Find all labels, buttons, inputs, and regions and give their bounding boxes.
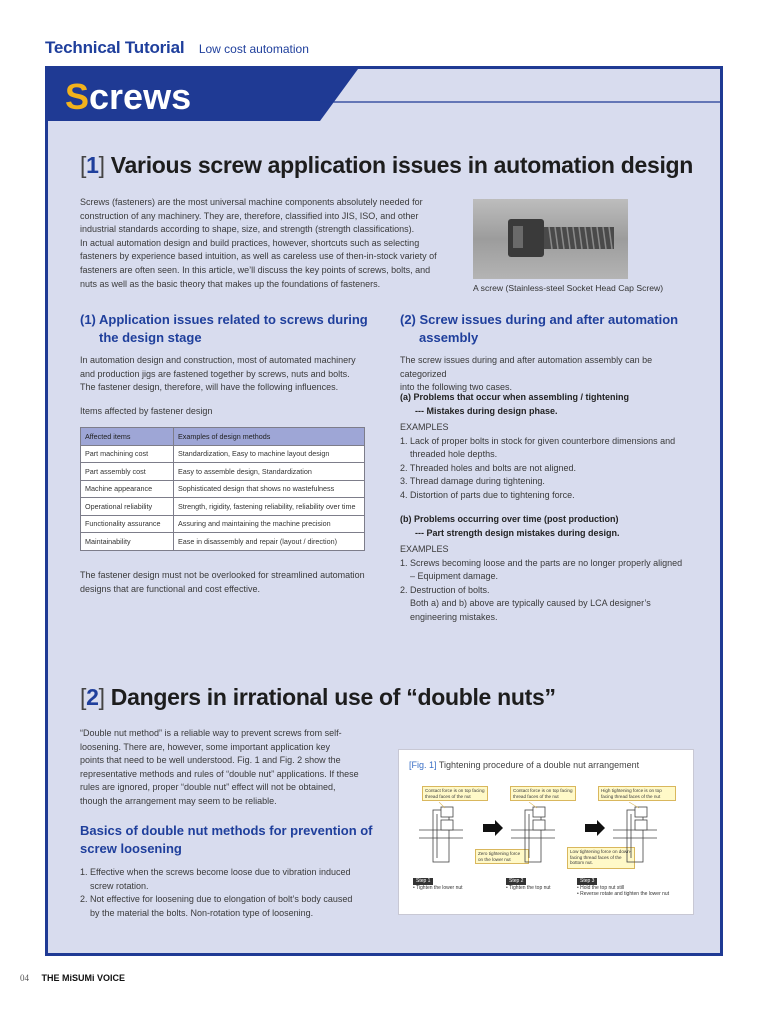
bracket-open: [ xyxy=(80,684,87,710)
list-item: 2. Threaded holes and bolts are not aligned. xyxy=(400,462,576,473)
bracket-open: [ xyxy=(80,152,87,178)
list-item: 2. Not effective for loosening due to elongation of bolt’s body caused xyxy=(80,894,353,905)
list-item: Both a) and b) above are typically caused by LCA designer’s xyxy=(410,598,651,609)
body-line: and production jigs are fastened together by screws, nuts and bolts. xyxy=(80,368,350,379)
section1-intro xyxy=(80,196,460,291)
part2-heading-line: (2) Screw issues during and after automation xyxy=(400,312,679,327)
subheading-line: screw loosening xyxy=(80,841,182,856)
double-nut-basics-heading xyxy=(80,822,380,858)
screw-image xyxy=(473,199,628,279)
intro-line: industrial standards according to shape, size, and strength (strength classifications). xyxy=(80,224,415,235)
part1-heading-line: the design stage xyxy=(99,330,202,345)
part1-closing xyxy=(80,569,390,596)
page-header xyxy=(45,38,309,58)
table-cell: Strength, rigidity, fastening reliability, reliability over time xyxy=(174,498,365,516)
magazine-name: THE MiSUMi VOICE xyxy=(41,973,125,983)
list-item: 3. Thread damage during tightening. xyxy=(400,476,545,487)
table-cell: Standardization, Easy to machine layout design xyxy=(174,445,365,463)
part1-heading-line: (1) Application issues related to screws during xyxy=(80,312,368,327)
table-row xyxy=(81,533,365,551)
intro-line: points that need to be well understood. Fig. 1 and Fig. 2 show the xyxy=(80,755,341,766)
table-cell: Assuring and maintaining the machine precision xyxy=(174,515,365,533)
body-line: designs that are functional and cost effective. xyxy=(80,583,260,594)
header-subtitle: Low cost automation xyxy=(198,42,309,56)
case-b-line: --- Part strength design mistakes during design. xyxy=(415,527,620,538)
section1-title: Various screw application issues in automation design xyxy=(104,152,694,178)
table-row xyxy=(81,480,365,498)
list-item: 1. Screws becoming loose and the parts are no longer properly aligned xyxy=(400,557,683,568)
list-item: 2. Destruction of bolts. xyxy=(400,584,490,595)
list-item: screw rotation. xyxy=(90,880,149,891)
step-1 xyxy=(413,878,463,891)
case-a-examples xyxy=(400,421,700,503)
banner-title-rest: crews xyxy=(89,76,192,117)
case-a-line: (a) Problems that occur when assembling / tightening xyxy=(400,392,630,402)
step-note: • Reverse rotate and tighten the lower nut xyxy=(577,891,670,897)
table-cell: Functionality assurance xyxy=(81,515,174,533)
arrow-right-icon xyxy=(585,820,605,836)
subheading-line: Basics of double nut methods for prevention of xyxy=(80,823,373,838)
callout: High tightening force is on top facing thread faces of the nut xyxy=(598,786,676,801)
list-item: 1. Lack of proper bolts in stock for given counterbore dimensions and xyxy=(400,435,676,446)
step-label: Step 1 xyxy=(413,878,433,885)
figure-1 xyxy=(398,749,694,915)
table-cell: Sophisticated design that shows no wastefulness xyxy=(174,480,365,498)
table-header-row xyxy=(81,428,365,446)
section2-heading xyxy=(80,684,556,711)
double-nut-diagram xyxy=(399,802,693,872)
list-item: by the material the bolts. Non-rotation type of loosening. xyxy=(90,907,314,918)
body-line: The fastener design must not be overlooked for streamlined automation xyxy=(80,570,365,580)
case-b-heading xyxy=(400,513,620,540)
svg-text:Screws xyxy=(65,76,191,117)
part2-heading-line: assembly xyxy=(419,330,479,345)
table-row xyxy=(81,515,365,533)
banner-initial: S xyxy=(65,76,90,117)
bracket-close: ] xyxy=(98,684,105,710)
body-line: The fastener design, therefore, will have the following influences. xyxy=(80,382,339,393)
list-item: 1. Effective when the screws become loose due to vibration induced xyxy=(80,867,351,877)
body-line: into the following two cases. xyxy=(400,382,513,393)
callout: Contact force is on top facing thread faces of the nut xyxy=(510,786,576,801)
table-header: Affected items xyxy=(81,428,174,446)
part2-heading xyxy=(400,311,700,347)
callout: Contact force is on top facing thread faces of the nut xyxy=(422,786,488,801)
callout: Zero tightening force on the lower nut xyxy=(475,849,529,864)
intro-line: though the arrangement may seem to be reliable. xyxy=(80,795,277,806)
callout: Low tightening force on down-facing thread faces of the bottom nut. xyxy=(567,847,635,869)
photo-caption: A screw (Stainless-steel Socket Head Cap Screw) xyxy=(473,283,664,293)
case-a-heading xyxy=(400,391,629,418)
intro-line: representative methods and rules of “double nut” applications. If these xyxy=(80,768,359,779)
figure-caption: Tightening procedure of a double nut arrangement xyxy=(436,760,640,770)
table-cell: Maintainability xyxy=(81,533,174,551)
table-cell: Part assembly cost xyxy=(81,463,174,481)
section-number: 1 xyxy=(86,152,99,178)
intro-line: construction of any machinery. They are, therefore, classified into JIS, ISO, and other xyxy=(80,210,419,221)
table-cell: Machine appearance xyxy=(81,480,174,498)
intro-line: fasteners are often seen. In this article, we’ll discuss the key points of screws, bolts, and xyxy=(80,264,431,275)
case-b-examples xyxy=(400,543,700,625)
list-item: – Equipment damage. xyxy=(410,571,499,582)
intro-line: fasteners by experience based intuition, as well as careless use of then-in-stock variety of xyxy=(80,251,437,262)
table-row xyxy=(81,463,365,481)
step-note: • Tighten the lower nut xyxy=(413,884,463,891)
table-header: Examples of design methods xyxy=(174,428,365,446)
case-a-line: --- Mistakes during design phase. xyxy=(415,405,558,416)
intro-line: rules are ignored, proper “double nut” effect will not be obtained, xyxy=(80,782,336,793)
list-item: 4. Distortion of parts due to tightening force. xyxy=(400,489,575,500)
table-cell: Operational reliability xyxy=(81,498,174,516)
table-cell: Ease in disassembly and repair (layout / direction) xyxy=(174,533,365,551)
section2-intro xyxy=(80,727,380,809)
table-caption: Items affected by fastener design xyxy=(80,406,213,416)
body-line: In automation design and construction, most of automated machinery xyxy=(80,355,356,365)
step-note: • Hold the top nut still xyxy=(577,884,625,891)
part1-body xyxy=(80,354,390,395)
list-item: engineering mistakes. xyxy=(410,611,498,622)
table-cell: Part machining cost xyxy=(81,445,174,463)
section1-heading xyxy=(80,152,693,179)
list-item: threaded hole depths. xyxy=(410,449,498,460)
step-2 xyxy=(506,878,551,891)
section2-title: Dangers in irrational use of “double nuts” xyxy=(104,684,556,710)
part1-heading xyxy=(80,311,380,347)
title-banner xyxy=(48,69,720,129)
table-cell: Easy to assemble design, Standardization xyxy=(174,463,365,481)
intro-line: Screws (fasteners) are the most universal machine components absolutely needed for xyxy=(80,197,423,207)
section-number: 2 xyxy=(86,684,99,710)
examples-label: EXAMPLES xyxy=(400,544,449,554)
step-3 xyxy=(577,878,669,898)
step-note: • Tighten the top nut xyxy=(506,884,551,891)
page-number: 04 xyxy=(20,973,29,983)
intro-line: “Double nut method” is a reliable way to prevent screws from self- xyxy=(80,728,342,738)
arrow-right-icon xyxy=(483,820,503,836)
figure-title xyxy=(409,760,639,770)
intro-line: In actual automation design and build practices, however, shortcuts such as selecting xyxy=(80,237,420,248)
fastener-design-table xyxy=(80,427,365,551)
step-label: Step 3 xyxy=(577,878,597,885)
table-row xyxy=(81,498,365,516)
step-label: Step 2 xyxy=(506,878,526,885)
double-nut-basics-list xyxy=(80,866,380,920)
part2-body xyxy=(400,354,700,395)
bracket-close: ] xyxy=(98,152,105,178)
table-row xyxy=(81,445,365,463)
intro-line: loosening. There are, however, some important application key xyxy=(80,741,330,752)
screw-photo xyxy=(473,199,628,279)
case-b-line: (b) Problems occurring over time (post production) xyxy=(400,514,619,524)
page-footer xyxy=(20,968,125,986)
examples-label: EXAMPLES xyxy=(400,422,449,432)
intro-line: nuts as well as the basic theory that makes up the foundations of fasteners. xyxy=(80,278,381,289)
body-line: The screw issues during and after automation assembly can be categorized xyxy=(400,355,653,379)
figure-tag: [Fig. 1] xyxy=(409,760,437,770)
header-title: Technical Tutorial xyxy=(45,38,185,57)
